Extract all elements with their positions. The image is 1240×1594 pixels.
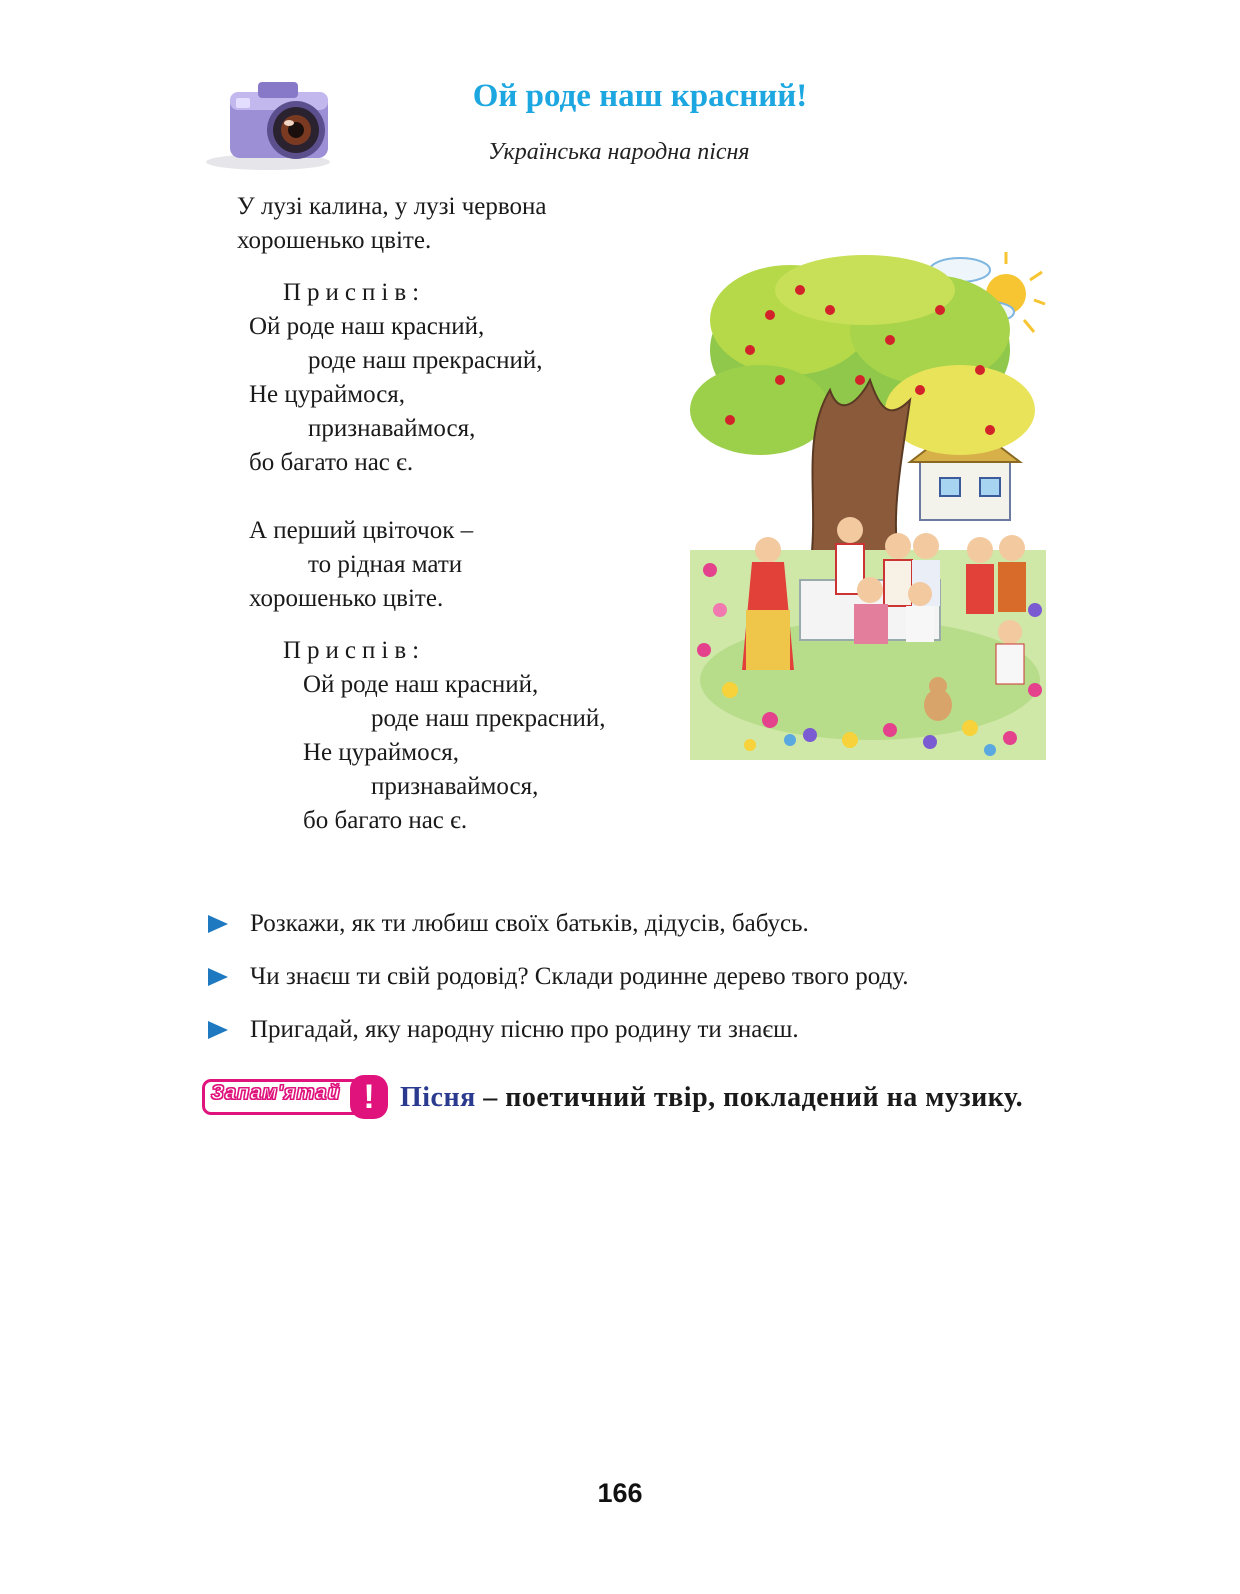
definition xyxy=(400,1082,1023,1114)
task-text: Пригадай, яку народну пісню про родину ти знаєш. xyxy=(250,1016,799,1043)
chorus-line: бо багато нас є. xyxy=(303,807,468,834)
chorus-line: Не цураймося, xyxy=(249,381,406,408)
triangle-bullet-icon xyxy=(208,968,228,986)
triangle-bullet-icon xyxy=(208,1021,228,1039)
camera-icon xyxy=(200,76,335,171)
chorus-line: Ой роде наш красний, xyxy=(249,313,485,340)
chorus-line: Не цураймося, xyxy=(303,739,460,766)
page-number: 166 xyxy=(597,1478,643,1508)
chorus-line: роде наш прекрасний, xyxy=(308,347,543,374)
definition-text: – поетичний твір, покладений на музику. xyxy=(475,1082,1024,1113)
remember-badge-label: Запам'ятай xyxy=(211,1082,341,1104)
task-text: Розкажи, як ти любиш своїх батьків, дідусів, бабусь. xyxy=(250,910,809,937)
chorus-line: роде наш прекрасний, xyxy=(371,705,606,732)
chorus-line: признаваймося, xyxy=(308,415,476,442)
page-title: Ой роде наш красний! xyxy=(472,78,808,114)
song-subtitle: Українська народна пісня xyxy=(488,139,750,165)
exclamation-icon: ! xyxy=(350,1075,388,1119)
triangle-bullet-icon xyxy=(208,915,228,933)
chorus-line: бо багато нас є. xyxy=(249,449,414,476)
chorus-label: Приспів: xyxy=(283,637,426,664)
definition-term: Пісня xyxy=(400,1082,476,1113)
task-item xyxy=(208,910,809,938)
chorus-label: Приспів: xyxy=(283,279,426,306)
verse-line: хорошенько цвіте. xyxy=(249,585,444,612)
remember-badge xyxy=(202,1077,386,1119)
family-tree-illustration xyxy=(690,250,1046,760)
verse-line: то рідная мати xyxy=(308,551,463,578)
chorus-line: признаваймося, xyxy=(371,773,539,800)
verse-line: У лузі калина, у лузі червона xyxy=(237,193,547,220)
verse-line: А перший цвіточок – xyxy=(249,517,474,544)
verse-line: хорошенько цвіте. xyxy=(237,227,432,254)
task-item xyxy=(208,1016,799,1044)
chorus-line: Ой роде наш красний, xyxy=(303,671,539,698)
remember-block xyxy=(202,1077,1023,1119)
task-item xyxy=(208,963,909,991)
task-text: Чи знаєш ти свій родовід? Склади родинне дерево твого роду. xyxy=(250,963,909,990)
